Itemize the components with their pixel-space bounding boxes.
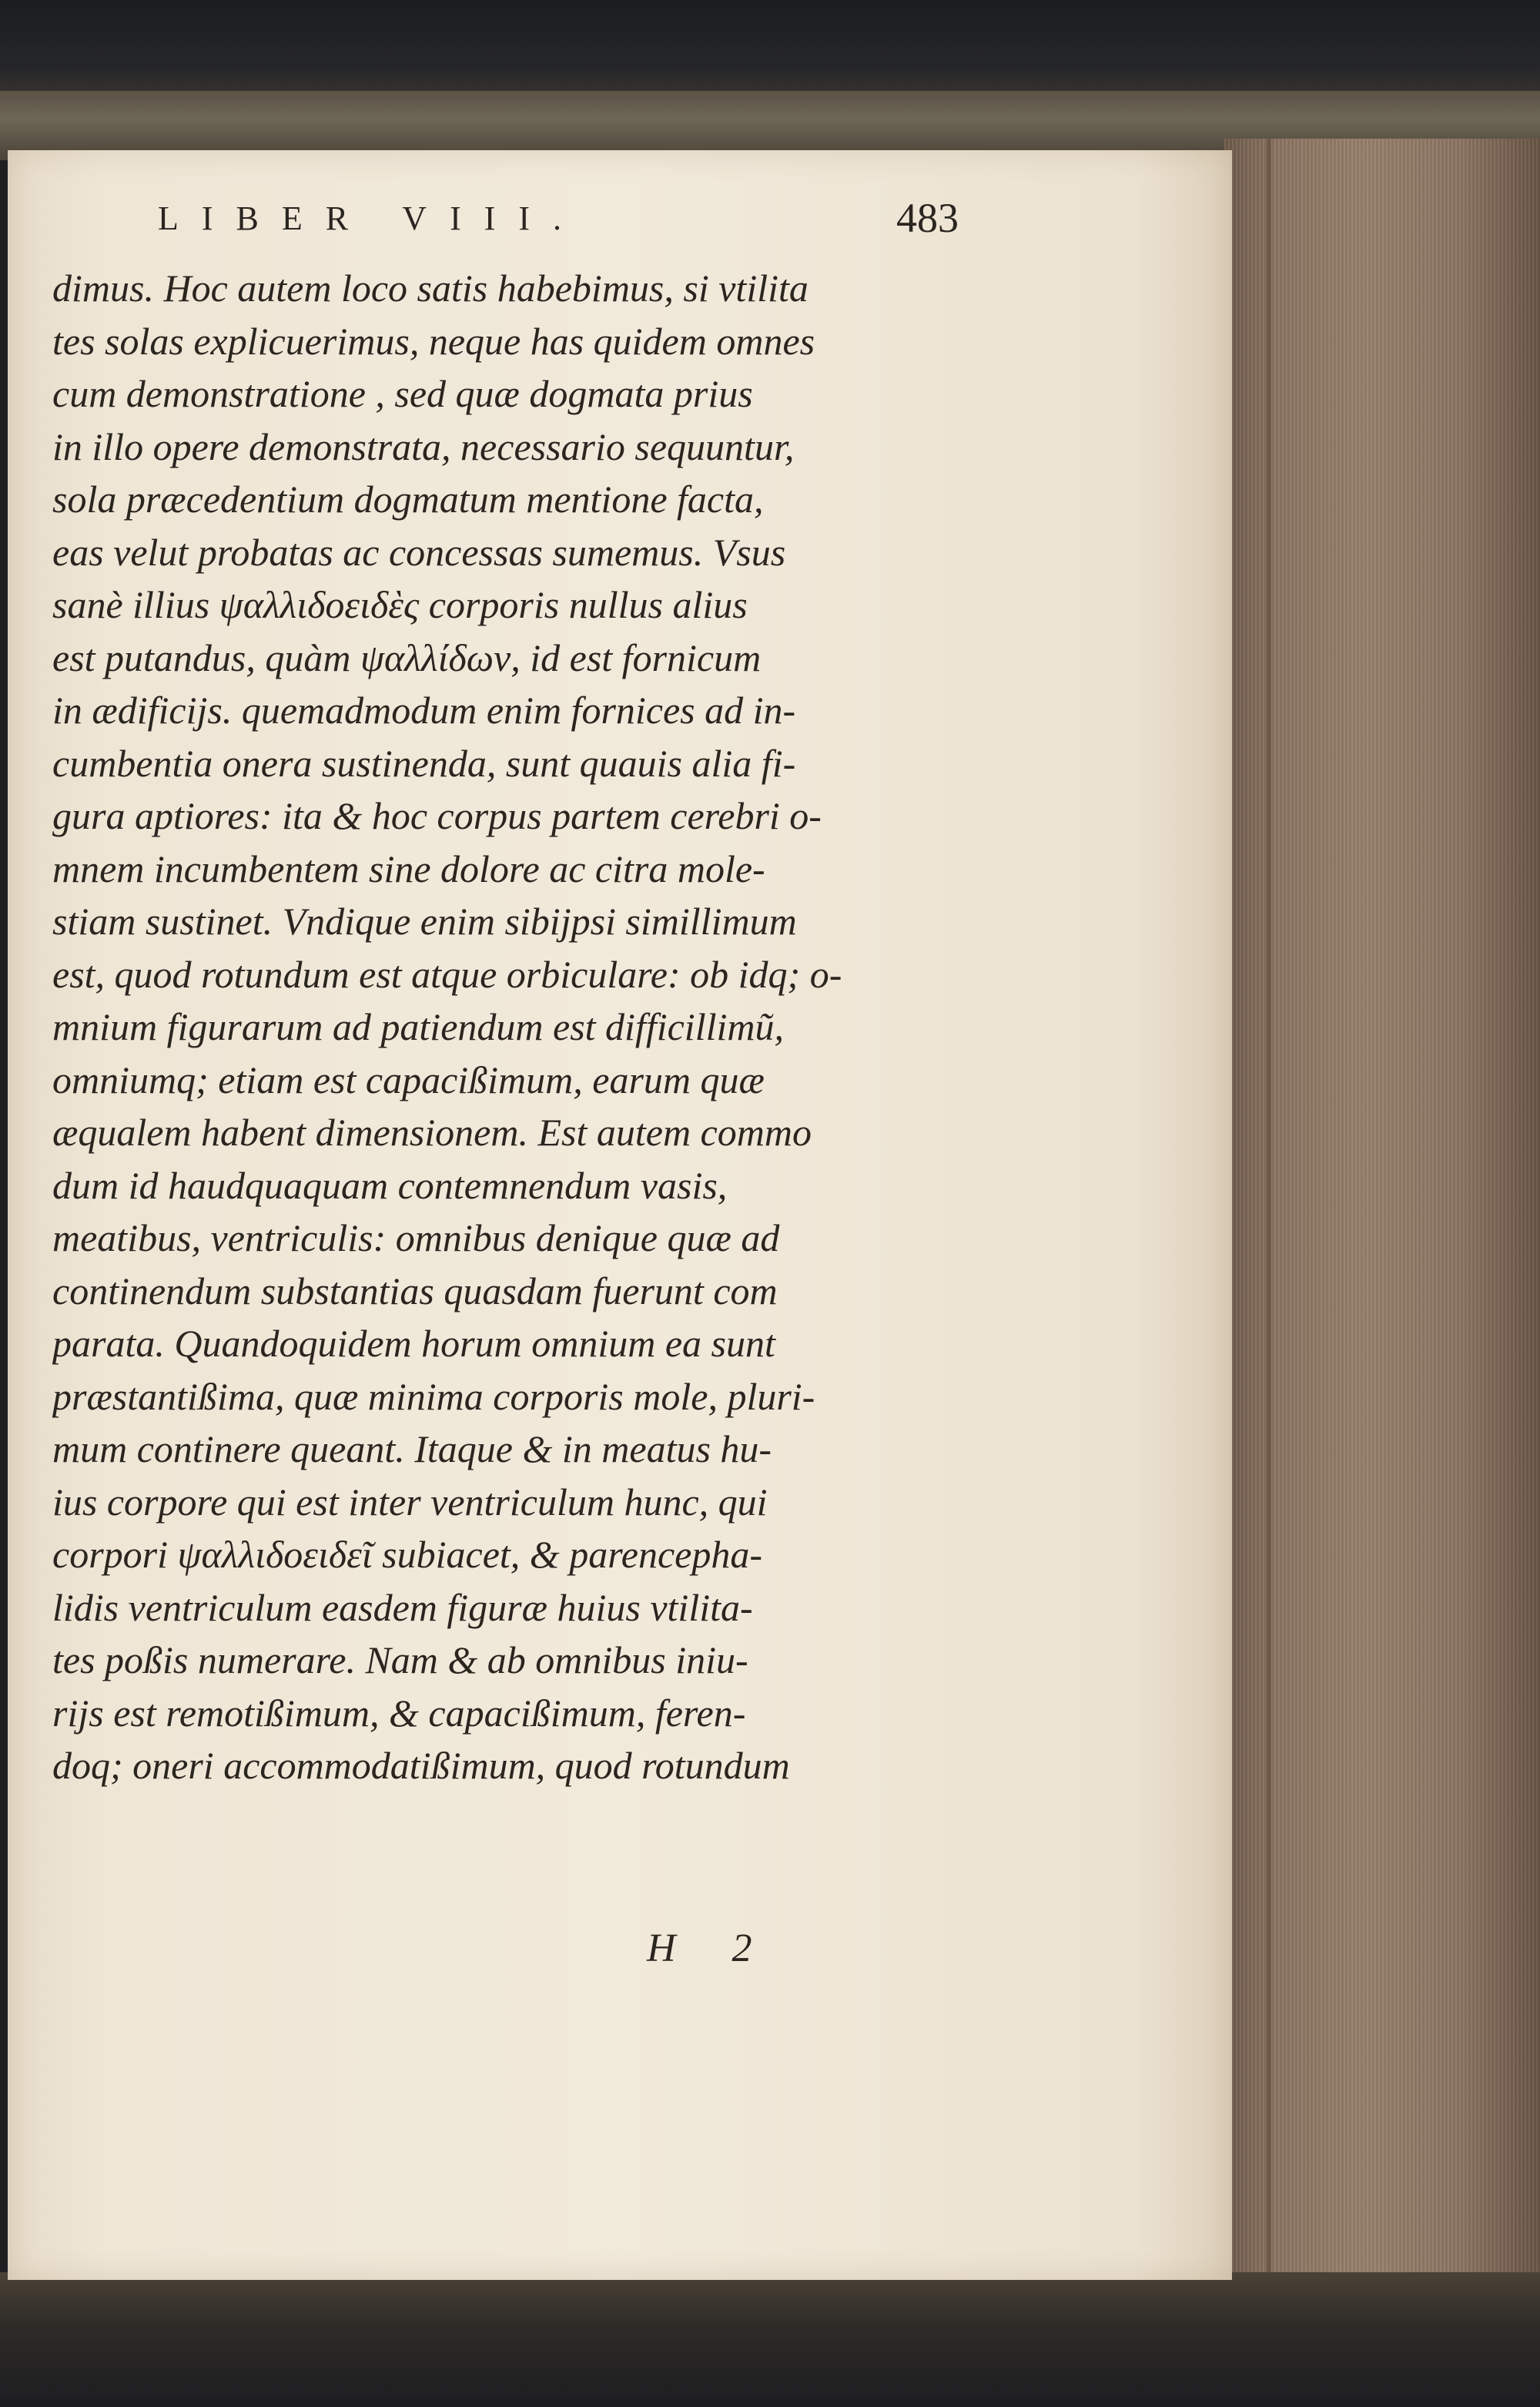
text-line: eas velut probatas ac concessas sumemus. Vsus <box>52 530 786 574</box>
body-text <box>52 262 922 1792</box>
text-line: mnem incumbentem sine dolore ac citra mole- <box>52 846 765 890</box>
page-block-gutter-line <box>1267 139 1271 2276</box>
book-cover-edge-bottom <box>0 2272 1540 2407</box>
text-line: rijs est remotißimum, & capacißimum, feren- <box>52 1691 746 1735</box>
text-line: stiam sustinet. Vndique enim sibijpsi simillimum <box>52 900 797 943</box>
text-line: meatibus, ventriculis: omnibus denique quæ ad <box>52 1216 780 1259</box>
text-line: mum continere queant. Itaque & in meatus hu- <box>52 1427 772 1470</box>
text-line: continendum substantias quasdam fuerunt com <box>52 1269 778 1312</box>
text-line: cum demonstratione , sed quæ dogmata prius <box>52 372 753 415</box>
text-line: dimus. Hoc autem loco satis habebimus, si vtilita <box>52 267 808 310</box>
running-head: LIBER VIII. <box>158 199 585 237</box>
text-line: in illo opere demonstrata, necessario sequuntur, <box>52 424 795 468</box>
text-line: præstantißima, quæ minima corporis mole, pluri- <box>52 1374 815 1418</box>
text-line: lidis ventriculum easdem figuræ huius vtilita- <box>52 1585 753 1629</box>
text-line: doq; oneri accommodatißimum, quod rotundum <box>52 1744 790 1787</box>
text-line: sola præcedentium dogmatum mentione facta, <box>52 478 764 521</box>
text-line: tes solas explicuerimus, neque has quidem omnes <box>52 319 815 363</box>
text-line: in ædificijs. quemadmodum enim fornices ad in- <box>52 689 796 732</box>
page-block-edges <box>1224 139 1540 2276</box>
text-line: æqualem habent dimensionem. Est autem commo <box>52 1111 812 1154</box>
signature-mark: H 2 <box>647 1926 775 1970</box>
text-line: est, quod rotundum est atque orbiculare: ob idq; o- <box>52 952 842 996</box>
dark-backdrop <box>0 0 1540 100</box>
text-line: parata. Quandoquidem horum omnium ea sunt <box>52 1322 775 1365</box>
text-line: sanè illius ψαλλιδοειδὲς corporis nullus alius <box>52 583 748 626</box>
text-line: ius corpore qui est inter ventriculum hunc, qui <box>52 1480 768 1524</box>
text-line: gura aptiores: ita & hoc corpus partem cerebri o- <box>52 794 822 837</box>
text-line: est putandus, quàm ψαλλίδων, id est fornicum <box>52 635 762 679</box>
text-line: dum id haudquaquam contemnendum vasis, <box>52 1163 728 1207</box>
text-line: cumbentia onera sustinenda, sunt quauis alia fi- <box>52 741 796 785</box>
page-number: 483 <box>896 195 959 241</box>
text-line: tes poßis numerare. Nam & ab omnibus iniu- <box>52 1638 748 1681</box>
text-line: mnium figurarum ad patiendum est difficillimũ, <box>52 1005 784 1048</box>
text-line: corpori ψαλλιδοειδεῖ subiacet, & parencepha- <box>52 1533 763 1576</box>
page-header <box>158 195 959 253</box>
text-line: omniumq; etiam est capacißimum, earum quæ <box>52 1058 765 1101</box>
